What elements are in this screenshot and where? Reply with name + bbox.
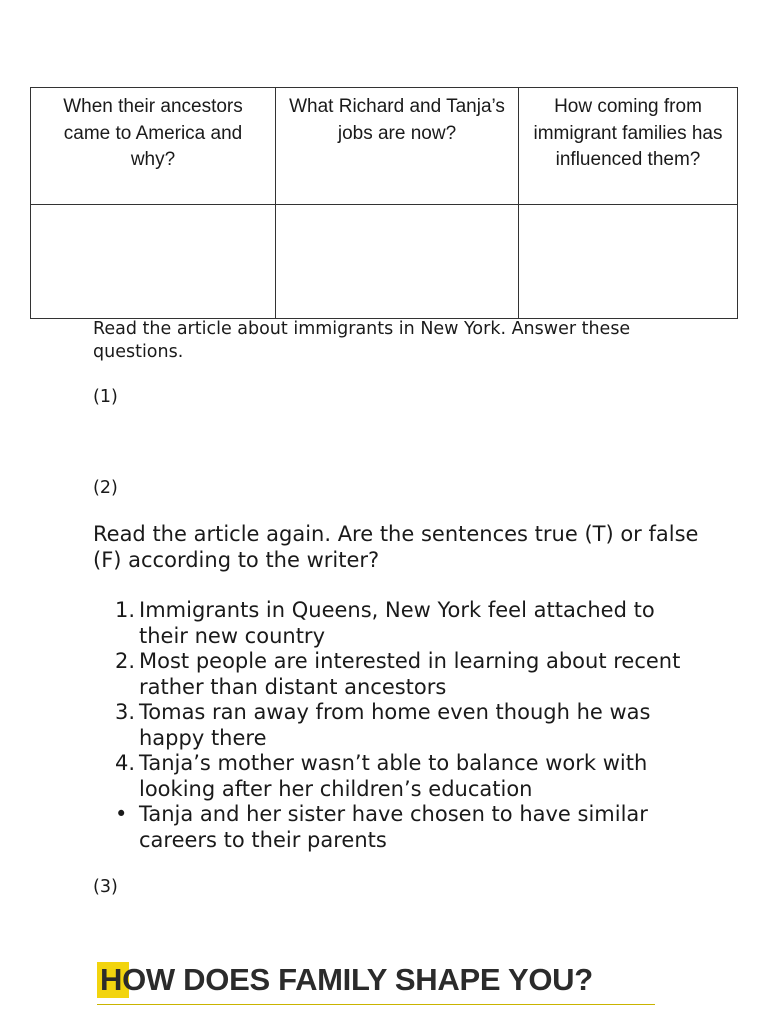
worksheet-table <box>30 87 737 319</box>
table-header-jobs: What Richard and Tanja’s jobs are now? <box>276 88 519 205</box>
list-item <box>93 700 693 751</box>
article-banner <box>97 958 655 1005</box>
list-marker: 1. <box>115 598 136 622</box>
table-header-ancestors: When their ancestors came to America and why? <box>31 88 276 205</box>
list-marker: 4. <box>115 751 136 775</box>
list-marker: 2. <box>115 649 136 673</box>
answer-label-2: (2) <box>93 478 118 498</box>
statement-list <box>93 598 693 853</box>
statement-text: Tanja and her sister have chosen to have similar careers to their parents <box>139 802 648 852</box>
answer-cell-jobs[interactable] <box>276 205 519 319</box>
true-false-instructions: Read the article again. Are the sentences true (T) or false (F) according to the writer? <box>93 522 699 572</box>
article-title: HOW DOES FAMILY SHAPE YOU? <box>100 962 593 997</box>
list-item <box>93 649 693 700</box>
answer-grid <box>30 87 738 319</box>
statement-text: Tomas ran away from home even though he was happy there <box>139 700 651 750</box>
list-item <box>93 751 693 802</box>
list-item <box>93 802 693 853</box>
answer-cell-influence[interactable] <box>519 205 738 319</box>
answer-label-3: (3) <box>93 877 118 897</box>
answer-cell-ancestors[interactable] <box>31 205 276 319</box>
statement-text: Immigrants in Queens, New York feel attached to their new country <box>139 598 655 648</box>
statement-text: Most people are interested in learning about recent rather than distant ancestors <box>139 649 681 699</box>
statement-text: Tanja’s mother wasn’t able to balance work with looking after her children’s education <box>139 751 648 801</box>
list-bullet: • <box>115 802 128 826</box>
table-header-row <box>31 88 738 205</box>
reading-instructions: Read the article about immigrants in New York. Answer these questions. <box>93 319 631 362</box>
list-item <box>93 598 693 649</box>
answer-label-1: (1) <box>93 387 118 407</box>
list-marker: 3. <box>115 700 136 724</box>
table-header-influence: How coming from immigrant families has influenced them? <box>519 88 738 205</box>
table-answer-row <box>31 205 738 319</box>
